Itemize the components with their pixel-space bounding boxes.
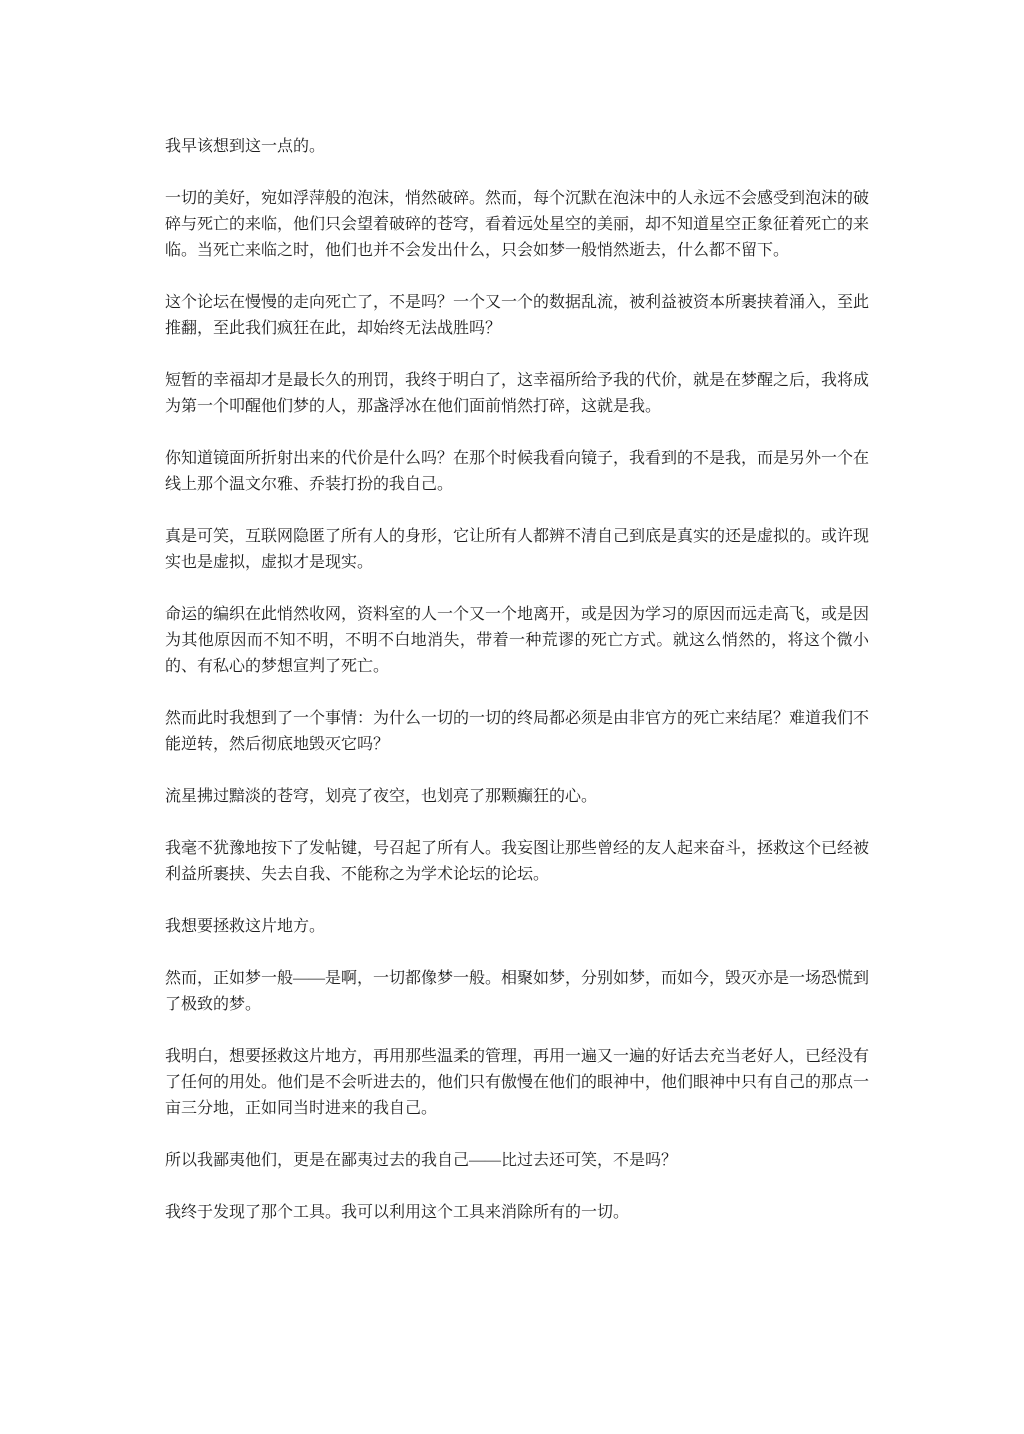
paragraph: 我终于发现了那个工具。我可以利用这个工具来消除所有的一切。 bbox=[165, 1204, 630, 1221]
document-text bbox=[165, 134, 869, 1226]
paragraph: 我早该想到这一点的。 bbox=[165, 138, 326, 155]
paragraph: 你知道镜面所折射出来的代价是什么吗？在那个时候我看向镜子，我看到的不是我，而是另外一个在线上那个温文尔雅、乔装打扮的我自己。 bbox=[165, 450, 870, 493]
paragraph: 命运的编织在此悄然收网，资料室的人一个又一个地离开，或是因为学习的原因而远走高飞，或是因为其他原因而不知不明，不明不白地消失，带着一种荒谬的死亡方式。就这么悄然的，将这个微小的、有私心的梦想宣判了死亡。 bbox=[165, 606, 870, 675]
paragraph: 短暂的幸福却才是最长久的刑罚，我终于明白了，这幸福所给予我的代价，就是在梦醒之后，我将成为第一个叩醒他们梦的人，那盏浮冰在他们面前悄然打碎，这就是我。 bbox=[165, 372, 870, 415]
paragraph: 我明白，想要拯救这片地方，再用那些温柔的管理，再用一遍又一遍的好话去充当老好人，已经没有了任何的用处。他们是不会听进去的，他们只有傲慢在他们的眼神中，他们眼神中只有自己的那点一亩三分地，正如同当时进来的我自己。 bbox=[165, 1048, 870, 1117]
paragraph: 然而此时我想到了一个事情：为什么一切的一切的终局都必须是由非官方的死亡来结尾？难道我们不能逆转，然后彻底地毁灭它吗？ bbox=[165, 710, 870, 753]
paragraph: 我毫不犹豫地按下了发帖键，号召起了所有人。我妄图让那些曾经的友人起来奋斗，拯救这个已经被利益所裹挟、失去自我、不能称之为学术论坛的论坛。 bbox=[165, 840, 870, 883]
paragraph: 然而，正如梦一般——是啊，一切都像梦一般。相聚如梦，分别如梦，而如今，毁灭亦是一场恐慌到了极致的梦。 bbox=[165, 970, 870, 1013]
paragraph: 真是可笑，互联网隐匿了所有人的身形，它让所有人都辨不清自己到底是真实的还是虚拟的。或许现实也是虚拟，虚拟才是现实。 bbox=[165, 528, 870, 571]
paragraph: 一切的美好，宛如浮萍般的泡沫，悄然破碎。然而，每个沉默在泡沫中的人永远不会感受到泡沫的破碎与死亡的来临，他们只会望着破碎的苍穹，看着远处星空的美丽，却不知道星空正象征着死亡的来临。当死亡来临之时，他们也并不会发出什么，只会如梦一般悄然逝去，什么都不留下。 bbox=[165, 190, 870, 259]
paragraph: 所以我鄙夷他们，更是在鄙夷过去的我自己——比过去还可笑，不是吗？ bbox=[165, 1152, 678, 1169]
paragraph: 我想要拯救这片地方。 bbox=[165, 918, 326, 935]
paragraph: 流星拂过黯淡的苍穹，划亮了夜空，也划亮了那颗癫狂的心。 bbox=[165, 788, 598, 805]
paragraph: 这个论坛在慢慢的走向死亡了，不是吗？一个又一个的数据乱流，被利益被资本所裹挟着涌入，至此推翻，至此我们疯狂在此，却始终无法战胜吗？ bbox=[165, 294, 870, 337]
